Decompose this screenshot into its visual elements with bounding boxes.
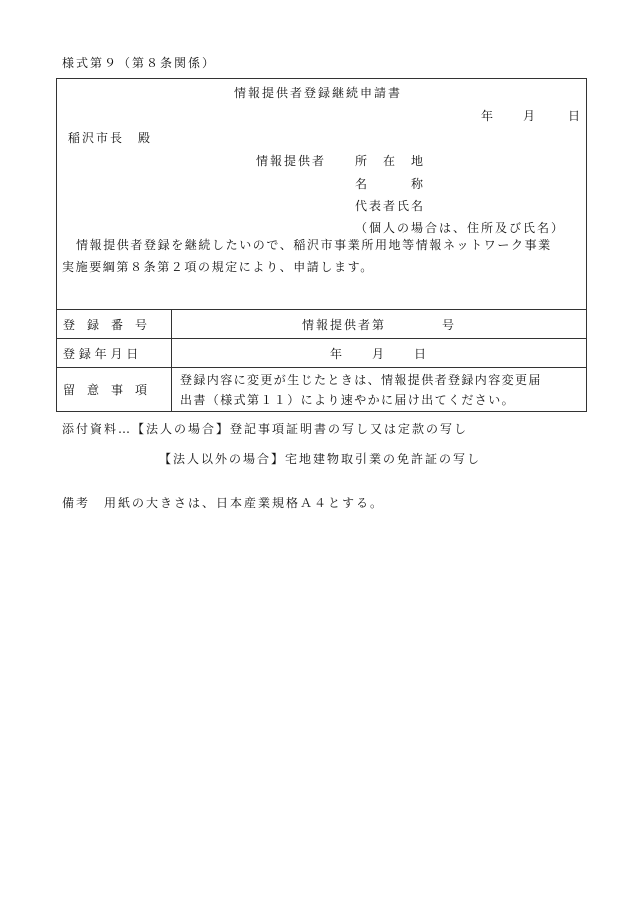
notes-line-1: 登録内容に変更が生じたときは、情報提供者登録内容変更届	[180, 372, 542, 387]
table-row	[57, 368, 587, 412]
individual-note: （個人の場合は、住所及び氏名）	[355, 221, 566, 235]
remarks: 備考 用紙の大きさは、日本産業規格Ａ４とする。	[62, 496, 385, 510]
table-row	[57, 339, 587, 368]
addressee: 稲沢市長 殿	[68, 131, 153, 145]
notes-line-2: 出書（様式第１１）により速やかに届け出てください。	[180, 392, 516, 407]
table-row	[57, 310, 587, 339]
registration-table	[56, 309, 587, 412]
registration-date-label: 登 録 年 月 日	[63, 346, 139, 361]
notes-value	[172, 368, 587, 412]
form-number: 様式第９（第８条関係）	[62, 56, 217, 70]
registration-number-value[interactable]: 情報提供者第 号	[172, 310, 587, 339]
date-day[interactable]: 日	[568, 109, 581, 123]
body-line-1: 情報提供者登録を継続したいので、稲沢市事業所用地等情報ネットワーク事業	[76, 238, 552, 252]
date-year[interactable]: 年	[481, 109, 494, 123]
applicant-label: 情報提供者	[256, 154, 327, 168]
form-title: 情報提供者登録継続申請書	[234, 86, 403, 100]
body-line-2: 実施要綱第８条第２項の規定により、申請します。	[62, 260, 374, 274]
registration-number-label: 登 録 番 号	[63, 317, 148, 332]
body-text	[62, 234, 552, 278]
name-field[interactable]: 名 称	[355, 177, 426, 191]
representative-field[interactable]: 代表者氏名	[355, 199, 426, 213]
attachments-corporate: 添付資料…【法人の場合】登記事項証明書の写し又は定款の写し	[62, 422, 469, 436]
location-field[interactable]: 所 在 地	[355, 154, 426, 168]
attachments-non-corporate: 【法人以外の場合】宅地建物取引業の免許証の写し	[159, 452, 482, 466]
date-month[interactable]: 月	[523, 109, 536, 123]
registration-date-value[interactable]: 年 月 日	[172, 339, 587, 368]
notes-label: 留 意 事 項	[63, 383, 148, 397]
